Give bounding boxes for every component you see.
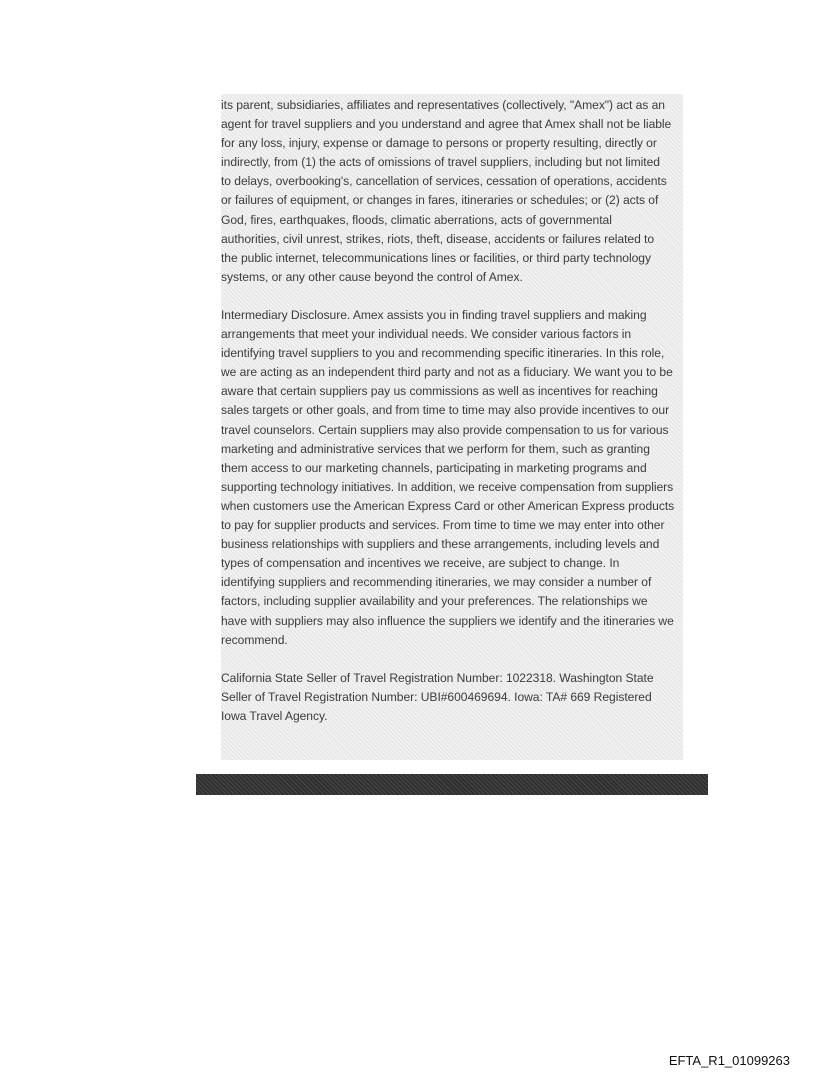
document-id: EFTA_R1_01099263 (668, 1053, 790, 1068)
intermediary-disclosure-paragraph: Intermediary Disclosure. Amex assists you in finding travel suppliers and making arrangements that meet your individual needs. We consider various factors in identifying travel suppliers to you and recommending specific itineraries. In this role, we are acting as an independent third party and not as a fiduciary. We want you to be aware that certain suppliers pay us commissions as well as incentives for reaching sales targets or other goals, and from time to time may also provide incentives to our travel counselors. Certain suppliers may also provide compensation to us for various marketing and administrative services that we perform for them, such as granting them access to our marketing channels, participating in marketing programs and supporting technology initiatives. In addition, we receive compensation from suppliers when customers use the American Express Card or other American Express products to pay for supplier products and services. From time to time we may enter into other business relationships with suppliers and these arrangements, including levels and types of compensation and incentives we receive, are subject to change. In identifying suppliers and recommending itineraries, we may consider a number of factors, including supplier availability and your preferences. The relationships we have with suppliers may also influence the suppliers we identify and the itineraries we recommend. (221, 308, 675, 647)
registration-paragraph: California State Seller of Travel Registration Number: 1022318. Washington State Seller of Travel Registration Number: UBI#600469694. Iowa: TA# 669 Registered Iowa Travel Agency. (221, 671, 654, 724)
footer-bar (196, 774, 708, 795)
liability-paragraph: its parent, subsidiaries, affiliates and representatives (collectively, "Amex") act as an agent for travel suppliers and you understand and agree that Amex shall not be liable for any loss, injury, expense or damage to persons or property resulting, directly or indirectly, from (1) the acts of omissions of travel suppliers, including but not limited to delays, overbooking's, cancellation of services, cessation of operations, accidents or failures of equipment, or changes in fares, itineraries or schedules; or (2) acts of God, fires, earthquakes, floods, climatic aberrations, acts of governmental authorities, civil unrest, strikes, riots, theft, disease, accidents or failures related to the public internet, telecommunications lines or facilities, or third party technology systems, or any other cause beyond the control of Amex. (221, 98, 672, 284)
